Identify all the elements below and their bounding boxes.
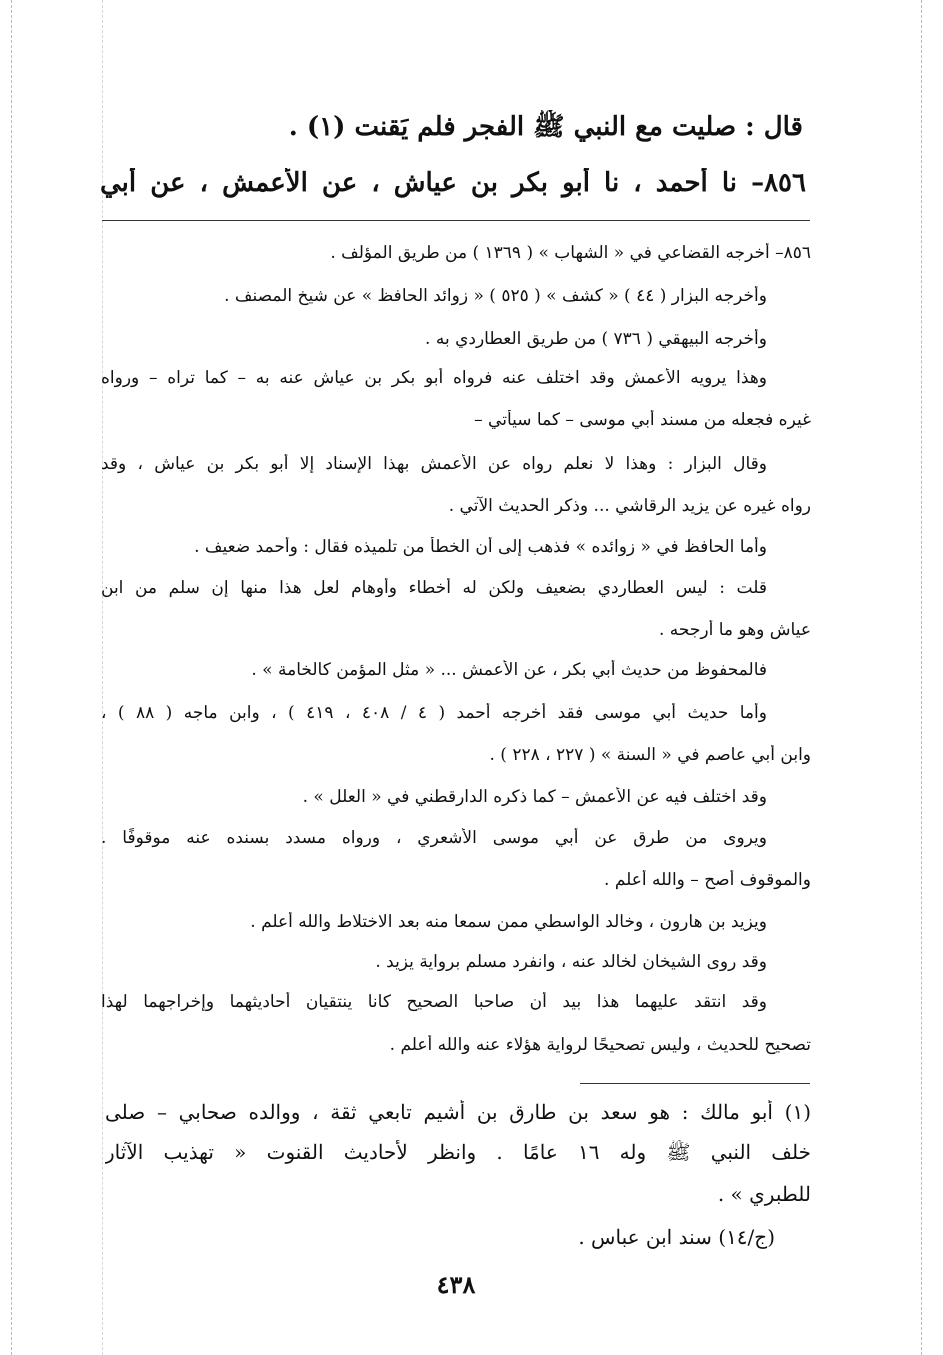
footnote-line: (ج/١٤) سند ابن عباس . xyxy=(578,1225,775,1249)
note-line: تصحيح للحديث ، وليس تصحيحًا لرواية هؤلاء عنه والله أعلم . xyxy=(389,1035,811,1055)
note-line: قلت : ليس العطاردي بضعيف ولكن له أخطاء وأوهام لعل هذا منها إن سلم من ابن xyxy=(101,578,767,598)
note-line: والموقوف أصح – والله أعلم . xyxy=(604,870,811,890)
note-line: وأما الحافظ في « زوائده » فذهب إلى أن الخطأ من تلميذه فقال : وأحمد ضعيف . xyxy=(194,537,767,557)
footnote-separator xyxy=(580,1083,810,1084)
note-line: وقال البزار : وهذا لا نعلم رواه عن الأعمش بهذا الإسناد إلا أبو بكر بن عياش ، وقد xyxy=(101,454,767,474)
notes-separator xyxy=(102,220,810,221)
note-line: وأخرجه البيهقي ( ٧٣٦ ) من طريق العطاردي به . xyxy=(425,329,767,349)
note-line: وقد روى الشيخان لخالد عنه ، وانفرد مسلم برواية يزيد . xyxy=(375,952,767,972)
main-text-line-1: قال : صليت مع النبي ﷺ الفجر فلم يَقنت (١) . xyxy=(288,112,803,142)
note-line: ويروى من طرق عن أبي موسى الأشعري ، ورواه مسدد بسنده عنه موقوفًا . xyxy=(101,828,767,848)
note-line: وابن أبي عاصم في « السنة » ( ٢٢٧ ، ٢٢٨ ) . xyxy=(489,745,811,765)
note-line: وقد انتقد عليهما هذا بيد أن صاحبا الصحيح كانا ينتقيان أحاديثهما وإخراجهما لهذا xyxy=(101,992,767,1012)
right-dashed-guide xyxy=(921,0,922,1355)
main-text-line-2: ٨٥٦– نا أحمد ، نا أبو بكر بن عياش ، عن الأعمش ، عن أبي xyxy=(100,168,806,198)
left-dashed-guide xyxy=(11,0,12,1355)
note-line: وأما حديث أبي موسى فقد أخرجه أحمد ( ٤ / ٤٠٨ ، ٤١٩ ) ، وابن ماجه ( ٨٨ ) ، xyxy=(101,703,767,723)
note-line: وأخرجه البزار ( ٤٤ ) « كشف » ( ٥٢٥ ) « زوائد الحافظ » عن شيخ المصنف . xyxy=(224,286,767,306)
note-line: فالمحفوظ من حديث أبي بكر ، عن الأعمش ... « مثل المؤمن كالخامة » . xyxy=(251,660,767,680)
note-line: وقد اختلف فيه عن الأعمش – كما ذكره الدارقطني في « العلل » . xyxy=(302,787,767,807)
footnote-line: خلف النبي ﷺ وله ١٦ عامًا . وانظر لأحاديث القنوت « تهذيب الآثار xyxy=(105,1140,811,1164)
note-line: ٨٥٦– أخرجه القضاعي في « الشهاب » ( ١٣٦٩ ) من طريق المؤلف . xyxy=(330,243,811,263)
page-number: ٤٣٨ xyxy=(436,1270,476,1299)
note-line: ويزيد بن هارون ، وخالد الواسطي ممن سمعا منه بعد الاختلاط والله أعلم . xyxy=(250,912,767,932)
footnote-line: للطبري » . xyxy=(717,1182,811,1206)
note-line: غيره فجعله من مسند أبي موسى – كما سيأتي – xyxy=(474,410,811,430)
note-line: رواه غيره عن يزيد الرقاشي ... وذكر الحديث الآتي . xyxy=(448,496,811,516)
note-line: عياش وهو ما أرجحه . xyxy=(659,620,811,640)
note-line: وهذا يرويه الأعمش وقد اختلف عنه فرواه أبو بكر بن عياش عنه به – كما تراه – ورواه xyxy=(101,368,767,388)
footnote-line: (١) أبو مالك : هو سعد بن طارق بن أشيم تابعي ثقة ، ووالده صحابي – صلى xyxy=(105,1100,811,1124)
